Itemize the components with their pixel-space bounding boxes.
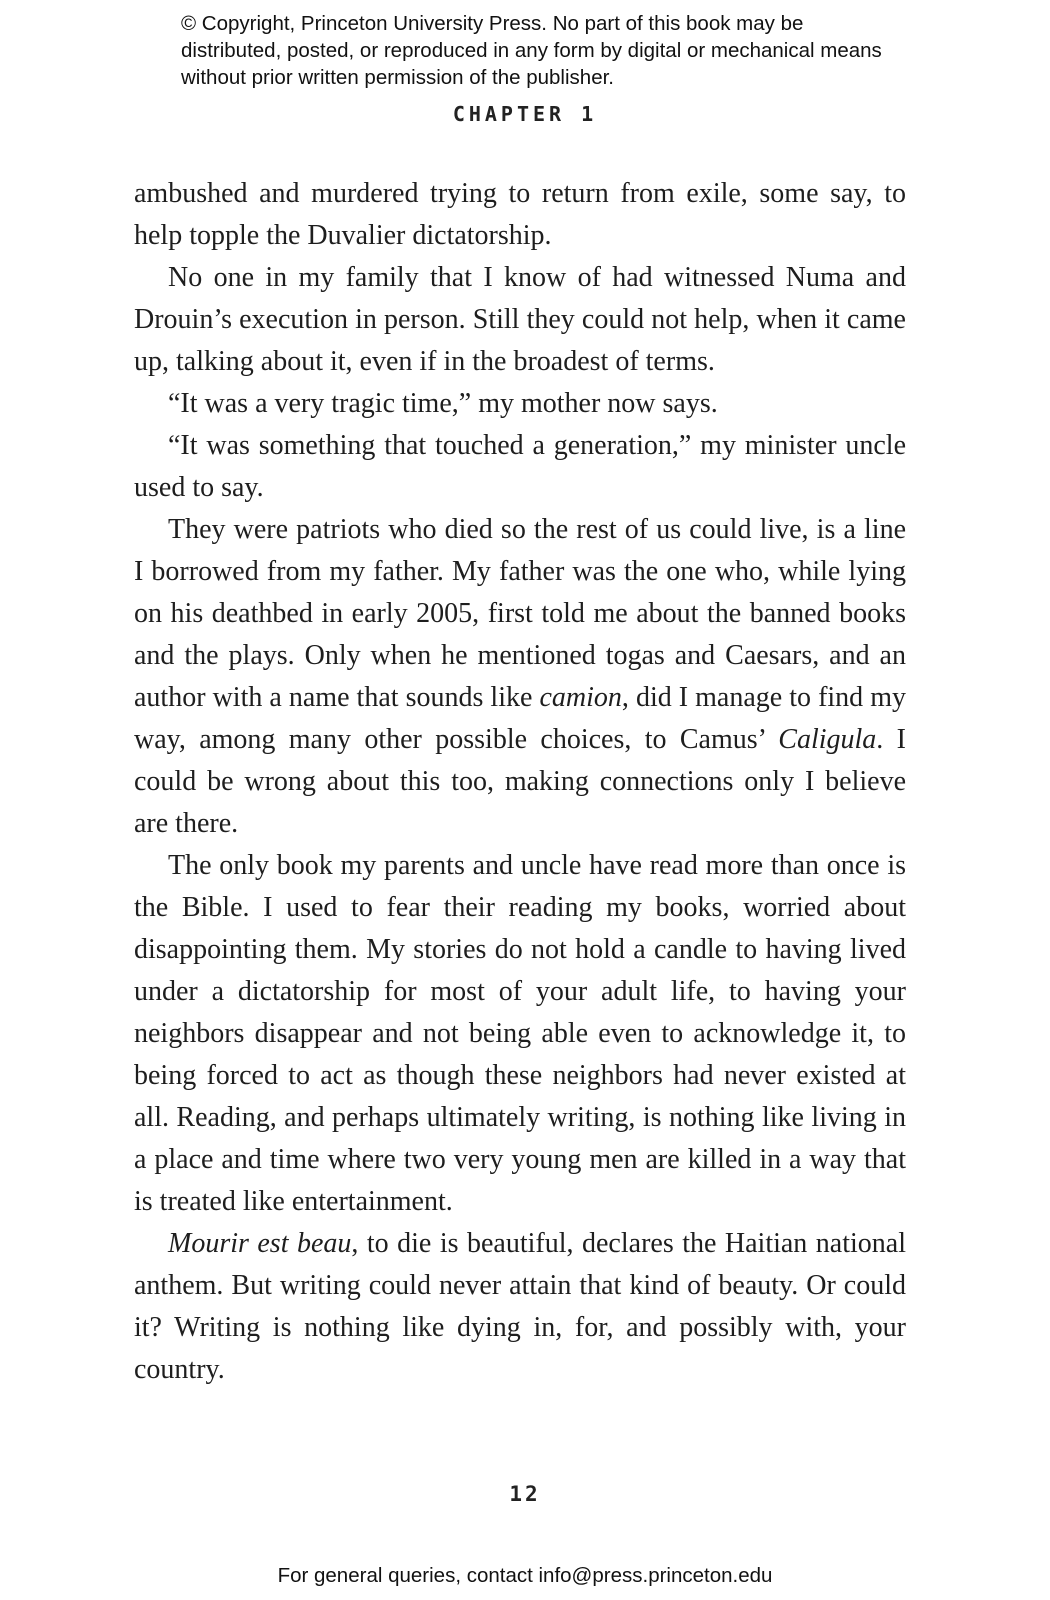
paragraph: ambushed and murdered trying to return from exile, some say, to help topple the Duvalier dictatorship. xyxy=(134,178,906,251)
paragraph xyxy=(134,509,906,845)
page-number: 12 xyxy=(509,1482,541,1506)
italic-phrase: Mourir est beau xyxy=(168,1228,352,1259)
paragraph-text: They were patriots who died so the rest of us could live, is a line I borrowed from my father. My father was the one who, while lying on his deathbed in early 2005, first told me about the banned books and the plays. Only when he mentioned togas and Caesars, and an author with a name that sounds like xyxy=(134,514,906,713)
paragraph: “It was something that touched a generation,” my minister uncle used to say. xyxy=(134,430,906,503)
copyright-notice: © Copyright, Princeton University Press. No part of this book may be distributed, posted, or reproduced in any form by digital or mechanical means without prior written permission of the publisher. xyxy=(181,12,882,89)
page-body xyxy=(134,173,906,1391)
paragraph: No one in my family that I know of had witnessed Numa and Drouin’s execution in person. Still they could not help, when it came up, talking about it, even if in the broadest of terms. xyxy=(134,262,906,377)
paragraph-text: , did I manage to find my way, among many other possible choices, to Camus’ xyxy=(134,682,907,755)
footer-contact: For general queries, contact info@press.princeton.edu xyxy=(277,1564,773,1587)
paragraph-text: , to die is beautiful, declares the Haitian national anthem. But writing could never attain that kind of beauty. Or could it? Writing is nothing like dying in, for, and possibly with, your country. xyxy=(134,1228,906,1385)
chapter-heading: CHAPTER 1 xyxy=(452,102,598,126)
italic-title: Caligula xyxy=(778,724,877,755)
paragraph: The only book my parents and uncle have read more than once is the Bible. I used to fear their reading my books, worried about disappointing them. My stories do not hold a candle to having lived under a dictatorship for most of your adult life, to having your neighbors disappear and not being able even to acknowledge it, to being forced to act as though these neighbors had never existed at all. Reading, and perhaps ultimately writing, is nothing like living in a place and time where two very young men are killed in a way that is treated like entertainment. xyxy=(134,850,906,1217)
paragraph-text: . I could be wrong about this too, making connections only I believe are there. xyxy=(134,724,906,839)
italic-word: camion xyxy=(539,682,622,713)
paragraph: “It was a very tragic time,” my mother now says. xyxy=(168,388,718,419)
paragraph xyxy=(134,1223,906,1391)
